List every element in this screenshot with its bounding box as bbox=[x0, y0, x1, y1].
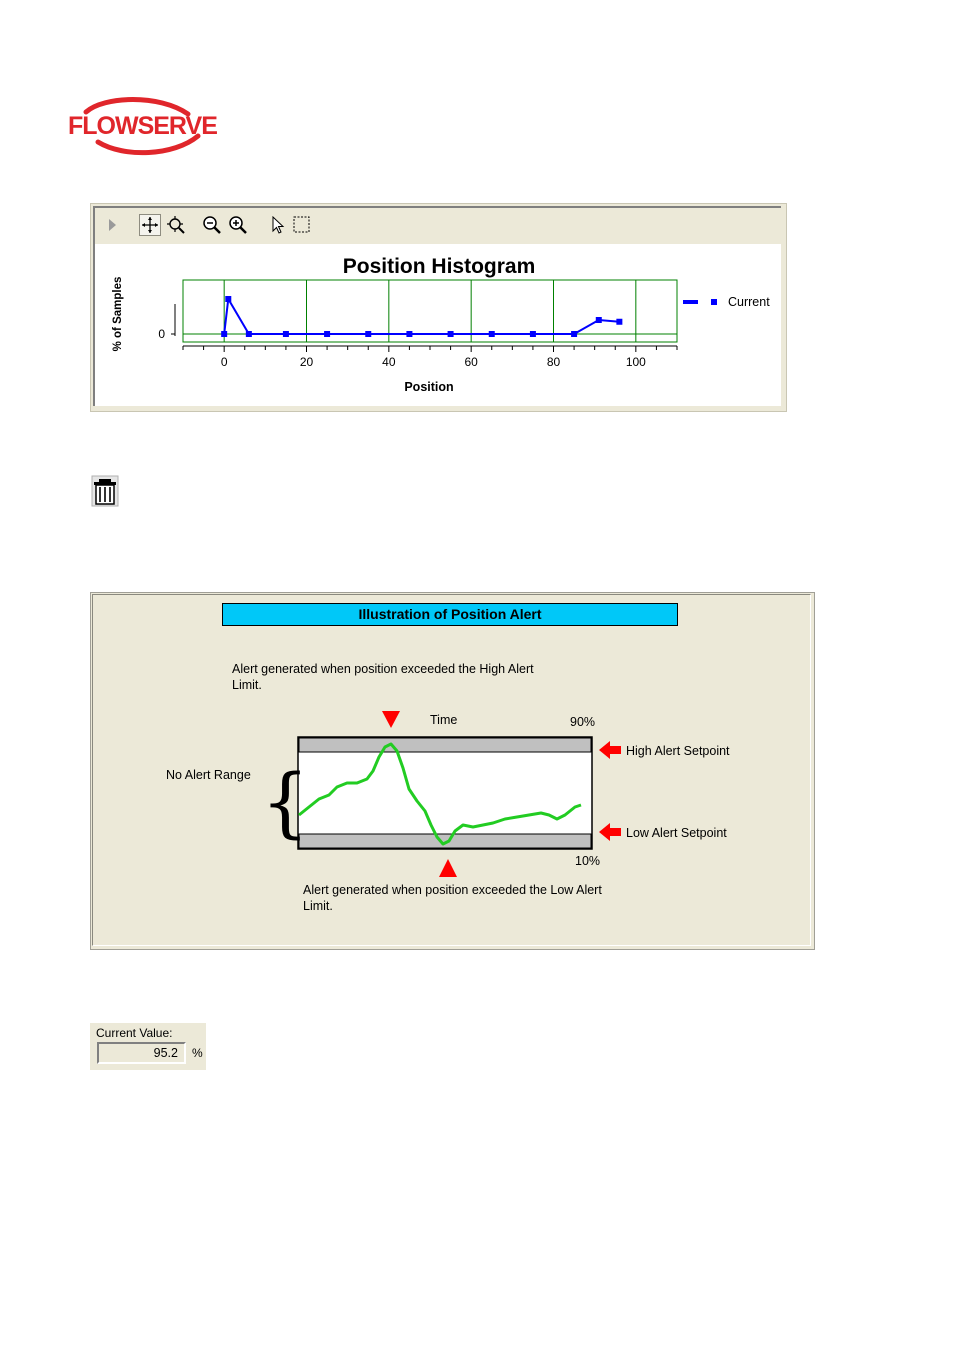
no-alert-range-label: No Alert Range bbox=[166, 768, 251, 782]
run-button[interactable] bbox=[101, 214, 123, 236]
zoom-out-button[interactable] bbox=[201, 214, 223, 236]
data-point bbox=[448, 331, 454, 337]
high-alert-down-arrow-icon bbox=[382, 711, 400, 728]
data-point bbox=[221, 331, 227, 337]
high-setpoint-arrow-icon bbox=[599, 741, 621, 759]
legend-marker bbox=[711, 299, 717, 305]
current-value-unit: % bbox=[192, 1046, 203, 1060]
current-value-label: Current Value: bbox=[96, 1026, 173, 1040]
data-point bbox=[225, 296, 231, 302]
data-point bbox=[283, 331, 289, 337]
legend-label: Current bbox=[728, 295, 770, 309]
chart-toolbar bbox=[95, 208, 781, 242]
plot-frame bbox=[183, 280, 677, 342]
select-rect-icon bbox=[292, 215, 312, 235]
range-brace-icon: { bbox=[261, 757, 310, 846]
select-rect-button[interactable] bbox=[291, 214, 313, 236]
pointer-button[interactable] bbox=[267, 214, 289, 236]
x-tick-label: 20 bbox=[299, 355, 314, 369]
x-tick-label: 0 bbox=[220, 355, 228, 369]
data-point bbox=[246, 331, 252, 337]
trash-icon[interactable] bbox=[89, 474, 121, 508]
histogram-chart bbox=[95, 244, 783, 408]
x-tick-label: 80 bbox=[546, 355, 561, 369]
chart-title: Position Histogram bbox=[342, 255, 536, 278]
low-setpoint-label: Low Alert Setpoint bbox=[626, 826, 727, 840]
time-label: Time bbox=[430, 713, 458, 727]
data-point bbox=[571, 331, 577, 337]
high-alert-band bbox=[299, 738, 591, 752]
histogram-panel bbox=[90, 203, 787, 412]
zoom-pan-icon bbox=[166, 215, 186, 235]
bottom-percent-label: 10% bbox=[575, 854, 601, 868]
data-point bbox=[596, 317, 602, 323]
alert-diagram bbox=[91, 593, 816, 951]
flowserve-logo bbox=[64, 96, 224, 158]
data-point bbox=[616, 319, 622, 325]
x-axis-label: Position bbox=[404, 380, 454, 394]
pan-icon bbox=[141, 216, 159, 234]
x-tick-label: 40 bbox=[382, 355, 396, 369]
low-alert-up-arrow-icon bbox=[439, 859, 457, 877]
zoom-out-icon bbox=[202, 215, 222, 235]
y-tick-label: 0 bbox=[158, 327, 165, 341]
high-alert-description: Alert generated when position exceeded the High Alert Limit. bbox=[232, 662, 534, 692]
run-icon bbox=[105, 217, 119, 233]
x-tick-label: 60 bbox=[464, 355, 478, 369]
position-alert-illustration bbox=[90, 592, 815, 950]
data-point bbox=[406, 331, 412, 337]
series-line-current bbox=[224, 299, 619, 334]
low-setpoint-arrow-icon bbox=[599, 823, 621, 841]
data-point bbox=[530, 331, 536, 337]
pointer-icon bbox=[270, 216, 286, 234]
low-alert-description: Alert generated when position exceeded the Low Alert Limit. bbox=[303, 883, 602, 913]
y-axis-label: % of Samples bbox=[112, 276, 124, 352]
current-value-panel bbox=[90, 1023, 206, 1070]
current-value-field[interactable]: 95.2 bbox=[97, 1042, 186, 1064]
zoom-in-icon bbox=[228, 215, 248, 235]
zoom-pan-button[interactable] bbox=[165, 214, 187, 236]
pan-button[interactable] bbox=[139, 214, 161, 236]
data-point bbox=[365, 331, 371, 337]
zoom-in-button[interactable] bbox=[227, 214, 249, 236]
high-setpoint-label: High Alert Setpoint bbox=[626, 744, 730, 758]
logo-text: FLOWSERVE bbox=[68, 112, 217, 140]
signal-box bbox=[298, 737, 592, 849]
alert-title: Illustration of Position Alert bbox=[222, 603, 678, 626]
data-point bbox=[324, 331, 330, 337]
histogram-chart-area bbox=[95, 244, 781, 406]
top-percent-label: 90% bbox=[570, 715, 596, 729]
data-point bbox=[489, 331, 495, 337]
low-alert-band bbox=[299, 834, 591, 848]
x-tick-label: 100 bbox=[625, 355, 646, 369]
